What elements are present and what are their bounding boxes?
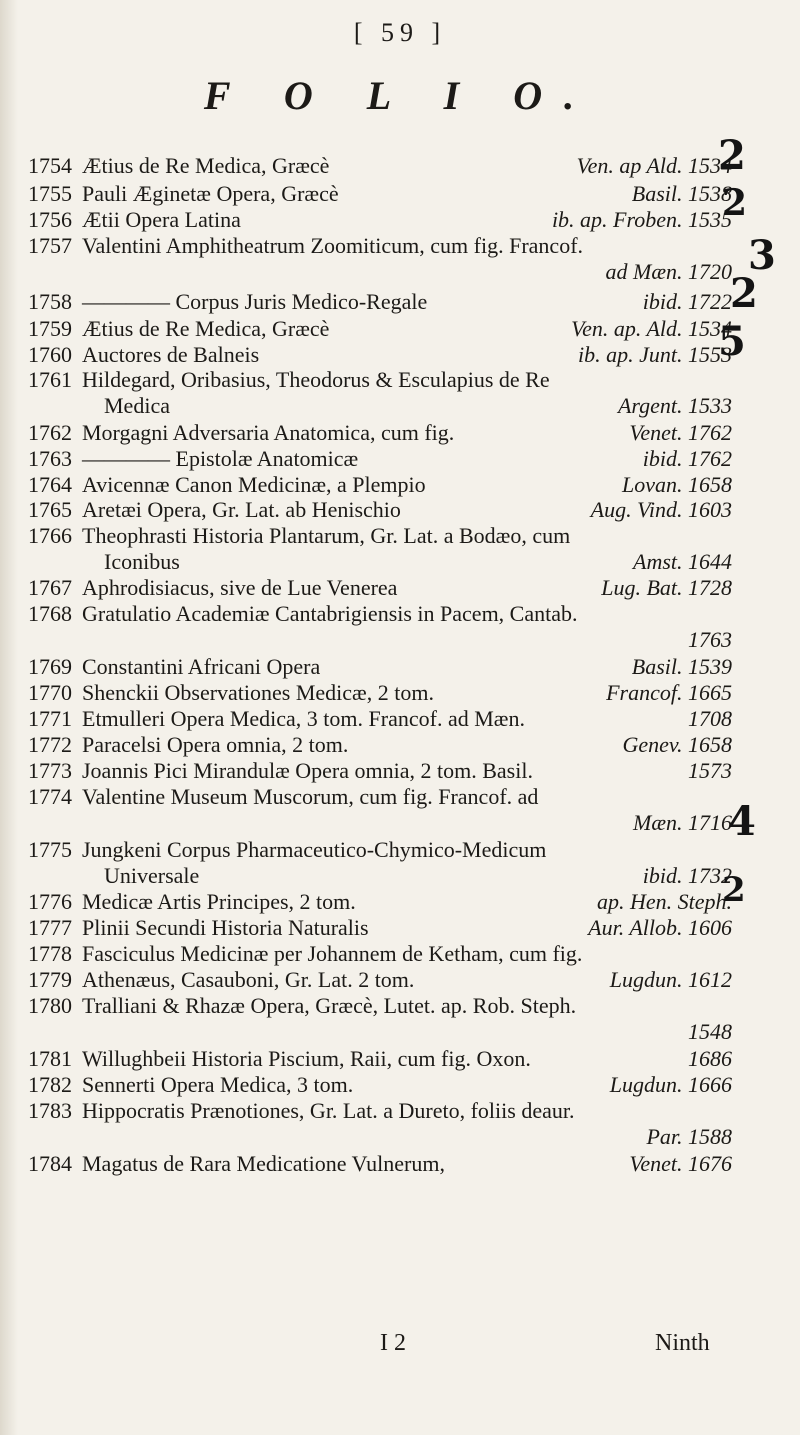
lot-number: 1768 bbox=[28, 601, 72, 626]
lot-number: 1770 bbox=[28, 680, 72, 705]
entry-imprint: ibid. 1722 bbox=[642, 289, 732, 314]
entry-imprint: 1763 bbox=[688, 627, 732, 652]
entry-imprint: Lovan. 1658 bbox=[622, 472, 732, 497]
entry-imprint: Basil. 1538 bbox=[631, 181, 732, 206]
entry-imprint: Mæn. 1716 bbox=[633, 810, 732, 835]
lot-number: 1767 bbox=[28, 575, 72, 600]
margin-note: 2 bbox=[730, 270, 758, 317]
entry-title: Ætii Opera Latina bbox=[82, 207, 241, 232]
entry-title: Valentine Museum Muscorum, cum fig. Francof. ad bbox=[82, 784, 539, 809]
lot-number: 1759 bbox=[28, 316, 72, 341]
entry-title: Morgagni Adversaria Anatomica, cum fig. bbox=[82, 420, 455, 445]
entry-title: Athenæus, Casauboni, Gr. Lat. 2 tom. bbox=[82, 967, 415, 992]
entry-title: Plinii Secundi Historia Naturalis bbox=[82, 915, 369, 940]
entry-title: Joannis Pici Mirandulæ Opera omnia, 2 tom. Basil. bbox=[82, 758, 533, 783]
lot-number: 1776 bbox=[28, 889, 72, 914]
entry-imprint: 1708 bbox=[688, 706, 732, 731]
lot-number: 1755 bbox=[28, 181, 72, 206]
lot-number: 1763 bbox=[28, 446, 72, 471]
lot-number: 1764 bbox=[28, 472, 72, 497]
entry-title-continued: Iconibus bbox=[104, 549, 180, 574]
lot-number: 1772 bbox=[28, 732, 72, 757]
entry-imprint: Aur. Allob. 1606 bbox=[588, 915, 732, 940]
lot-number: 1781 bbox=[28, 1046, 72, 1071]
lot-number: 1771 bbox=[28, 706, 72, 731]
lot-number: 1758 bbox=[28, 289, 72, 314]
entry-imprint: 1573 bbox=[688, 758, 732, 783]
lot-number: 1773 bbox=[28, 758, 72, 783]
entry-imprint: Amst. 1644 bbox=[633, 549, 732, 574]
entry-title: Valentini Amphitheatrum Zoomiticum, cum fig. Francof. bbox=[82, 233, 584, 258]
lot-number: 1774 bbox=[28, 784, 72, 809]
lot-number: 1775 bbox=[28, 837, 72, 862]
entry-imprint: ibid. 1732 bbox=[642, 863, 732, 888]
margin-note: 5 bbox=[718, 318, 746, 365]
catchword: Ninth bbox=[655, 1330, 710, 1356]
entry-imprint: Basil. 1539 bbox=[631, 654, 732, 679]
entry-title: Sennerti Opera Medica, 3 tom. bbox=[82, 1072, 354, 1097]
lot-number: 1782 bbox=[28, 1072, 72, 1097]
entry-title: Hippocratis Prænotiones, Gr. Lat. a Dureto, foliis deaur. bbox=[82, 1098, 575, 1123]
entry-imprint: 1686 bbox=[688, 1046, 732, 1071]
entry-title: Fasciculus Medicinæ per Johannem de Ketham, cum fig. bbox=[82, 941, 583, 966]
entry-imprint: Ven. ap Ald. 1534 bbox=[576, 153, 732, 178]
entry-imprint: Aug. Vind. 1603 bbox=[590, 497, 732, 522]
entry-title: Etmulleri Opera Medica, 3 tom. Francof. ad Mæn. bbox=[82, 706, 525, 731]
lot-number: 1779 bbox=[28, 967, 72, 992]
entry-imprint: ibid. 1762 bbox=[642, 446, 732, 471]
lot-number: 1757 bbox=[28, 233, 72, 258]
entry-imprint: Genev. 1658 bbox=[622, 732, 732, 757]
margin-note: 3 bbox=[748, 232, 776, 279]
entry-title: Willughbeii Historia Piscium, Raii, cum fig. Oxon. bbox=[82, 1046, 531, 1071]
entry-title-continued: Universale bbox=[104, 863, 200, 888]
lot-number: 1778 bbox=[28, 941, 72, 966]
lot-number: 1765 bbox=[28, 497, 72, 522]
entry-title: Pauli Æginetæ Opera, Græcè bbox=[82, 181, 339, 206]
entry-imprint: Francof. 1665 bbox=[606, 680, 732, 705]
lot-number: 1766 bbox=[28, 523, 72, 548]
lot-number: 1777 bbox=[28, 915, 72, 940]
entry-imprint: Venet. 1762 bbox=[629, 420, 732, 445]
entry-imprint: Par. 1588 bbox=[646, 1124, 732, 1149]
lot-number: 1769 bbox=[28, 654, 72, 679]
entry-title: ———— Epistolæ Anatomicæ bbox=[82, 446, 359, 471]
lot-number: 1756 bbox=[28, 207, 72, 232]
lot-number: 1784 bbox=[28, 1151, 72, 1176]
lot-number: 1783 bbox=[28, 1098, 72, 1123]
entry-imprint: Argent. 1533 bbox=[617, 393, 732, 418]
entry-title: Tralliani & Rhazæ Opera, Græcè, Lutet. ap. Rob. Steph. bbox=[82, 993, 577, 1018]
entry-title: ———— Corpus Juris Medico-Regale bbox=[82, 289, 428, 314]
entry-title: Medicæ Artis Principes, 2 tom. bbox=[82, 889, 356, 914]
entry-title-continued: Medica bbox=[104, 393, 170, 418]
entry-title: Jungkeni Corpus Pharmaceutico-Chymico-Medicum bbox=[82, 837, 547, 862]
section-heading: F O L I O. bbox=[203, 73, 597, 118]
margin-note: 2 bbox=[722, 182, 748, 224]
entry-title: Magatus de Rara Medicatione Vulnerum, bbox=[82, 1151, 445, 1176]
entry-imprint: Ven. ap. Ald. 1534 bbox=[571, 316, 732, 341]
entry-imprint: ib. ap. Froben. 1535 bbox=[551, 207, 732, 232]
entry-title: Gratulatio Academiæ Cantabrigiensis in Pacem, Cantab. bbox=[82, 601, 578, 626]
signature-mark: I 2 bbox=[380, 1330, 406, 1356]
lot-number: 1754 bbox=[28, 153, 72, 178]
entry-title: Auctores de Balneis bbox=[82, 342, 260, 367]
margin-note: 2 bbox=[722, 870, 746, 910]
page-number: [ 59 ] bbox=[353, 18, 447, 47]
entry-imprint: Lugdun. 1666 bbox=[609, 1072, 732, 1097]
entry-imprint: ap. Hen. Steph. bbox=[596, 889, 732, 914]
margin-note: 2 bbox=[718, 132, 746, 179]
lot-number: 1761 bbox=[28, 367, 72, 392]
entry-imprint: Lug. Bat. 1728 bbox=[601, 575, 732, 600]
entry-imprint: ib. ap. Junt. 1553 bbox=[578, 342, 732, 367]
entry-title: Ætius de Re Medica, Græcè bbox=[82, 153, 330, 178]
entry-imprint: Lugdun. 1612 bbox=[609, 967, 732, 992]
entry-title: Shenckii Observationes Medicæ, 2 tom. bbox=[82, 680, 434, 705]
entry-title: Paracelsi Opera omnia, 2 tom. bbox=[82, 732, 349, 757]
lot-number: 1762 bbox=[28, 420, 72, 445]
entry-title: Ætius de Re Medica, Græcè bbox=[82, 316, 330, 341]
entry-imprint: Venet. 1676 bbox=[629, 1151, 732, 1176]
entry-title: Constantini Africani Opera bbox=[82, 654, 321, 679]
entry-title: Hildegard, Oribasius, Theodorus & Esculapius de Re bbox=[82, 367, 550, 392]
entry-imprint: ad Mæn. 1720 bbox=[605, 259, 732, 284]
entry-imprint: 1548 bbox=[688, 1019, 732, 1044]
entry-title: Aphrodisiacus, sive de Lue Venerea bbox=[82, 575, 398, 600]
entry-title: Aretæi Opera, Gr. Lat. ab Henischio bbox=[82, 497, 401, 522]
lot-number: 1780 bbox=[28, 993, 72, 1018]
entry-title: Theophrasti Historia Plantarum, Gr. Lat. a Bodæo, cum bbox=[82, 523, 571, 548]
margin-note: 4 bbox=[728, 798, 756, 845]
binding-shadow bbox=[0, 0, 18, 1435]
lot-number: 1760 bbox=[28, 342, 72, 367]
entry-title: Avicennæ Canon Medicinæ, a Plempio bbox=[82, 472, 426, 497]
